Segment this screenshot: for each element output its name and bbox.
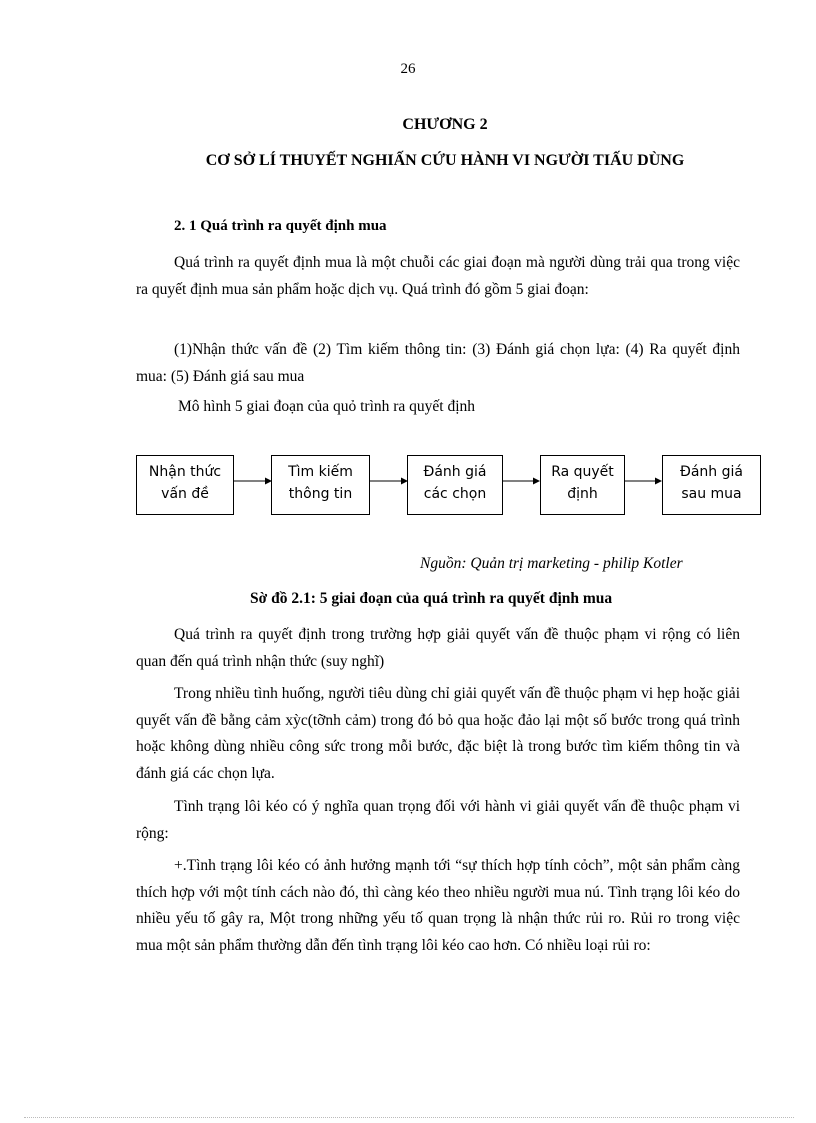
- chapter-title: CƠ SỞ LÍ THUYẾT NGHIẤN CỨU HÀNH VI NGƯỜI TIẤU DÙNG: [205, 152, 685, 169]
- paragraph-broad-scope: Quá trình ra quyết định trong trường hợp giải quyết vấn đề thuộc phạm vi rộng có liên quan đến quá trình nhận thức (suy nghĩ): [136, 626, 740, 670]
- diagram-caption: Sờ đồ 2.1: 5 giai đoạn của quá trình ra quyết định mua: [250, 590, 613, 607]
- arrow-right-icon: [370, 476, 408, 486]
- page-number: 26: [400, 61, 416, 77]
- arrow-right-icon: [625, 476, 662, 486]
- page-bottom-divider: [24, 1117, 794, 1118]
- stage-3-line2: các chọn: [423, 486, 487, 502]
- stage-1-line2: vấn đề: [161, 486, 209, 502]
- paragraph-persuasion-details: +.Tình trạng lôi kéo có ảnh hưởng mạnh tới “sự thích hợp tính cỏch”, một sản phẩm càng thích hợp với một tính cách nào đó, thì càng kéo theo nhiều người mua nú. Tình trạng lôi kéo do nhiều yếu tố gây ra, Một trong những yếu tố quan trọng là nhận thức rủi ro. Rủi ro trong việc mua một sản phẩm thường dẫn đến tình trạng lôi kéo cao hơn. Có nhiều loại rủi ro:: [136, 857, 740, 955]
- stage-5-line2: sau mua: [681, 486, 742, 502]
- stage-box-4: [540, 455, 625, 515]
- stage-3-line1: Đánh giá: [423, 464, 487, 480]
- paragraph-stages-list: (1)Nhận thức vấn đề (2) Tìm kiếm thông tin: (3) Đánh giá chọn lựa: (4) Ra quyết định mua: (5) Đánh giá sau mua: [136, 341, 740, 385]
- arrow-right-icon: [503, 476, 540, 486]
- stage-4-line1: Ra quyết: [551, 464, 614, 480]
- chapter-label: CHƯƠNG 2: [402, 116, 488, 133]
- model-intro: Mô hình 5 giai đoạn của quỏ trình ra quyết định: [178, 398, 476, 415]
- section-heading: 2. 1 Quá trình ra quyết định mua: [174, 218, 387, 234]
- stage-4-line2: định: [567, 486, 598, 502]
- stage-box-3: [407, 455, 503, 515]
- stage-box-2: [271, 455, 370, 515]
- diagram-source: Nguồn: Quản trị marketing - philip Kotler: [420, 555, 683, 572]
- stage-1-line1: Nhận thức: [148, 464, 222, 480]
- paragraph-persuasion: Tình trạng lôi kéo có ý nghĩa quan trọng đối với hành vi giải quyết vấn đề thuộc phạm vi rộng:: [136, 798, 740, 842]
- stage-box-5: [662, 455, 761, 515]
- paragraph-narrow-scope: Trong nhiều tình huống, người tiêu dùng chỉ giải quyết vấn đề thuộc phạm vi hẹp hoặc giải quyết vấn đề bằng cảm xỳc(tỡnh cảm) trong đó bỏ qua hoặc đảo lại một số bước trong quá trình hoặc không dùng nhiều công sức trong mỗi bước, đặc biệt là trong bước tìm kiếm thông tin và đánh giá các chọn lựa.: [136, 685, 740, 783]
- paragraph-definition: Quá trình ra quyết định mua là một chuỗi các giai đoạn mà người dùng trải qua trong việc ra quyết định mua sản phẩm hoặc dịch vụ. Quá trình đó gồm 5 giai đoạn:: [136, 254, 740, 298]
- stage-2-line1: Tìm kiếm: [288, 464, 353, 480]
- stage-box-1: [136, 455, 234, 515]
- stage-2-line2: thông tin: [288, 486, 353, 502]
- stage-5-line1: Đánh giá: [680, 464, 743, 480]
- arrow-right-icon: [234, 476, 272, 486]
